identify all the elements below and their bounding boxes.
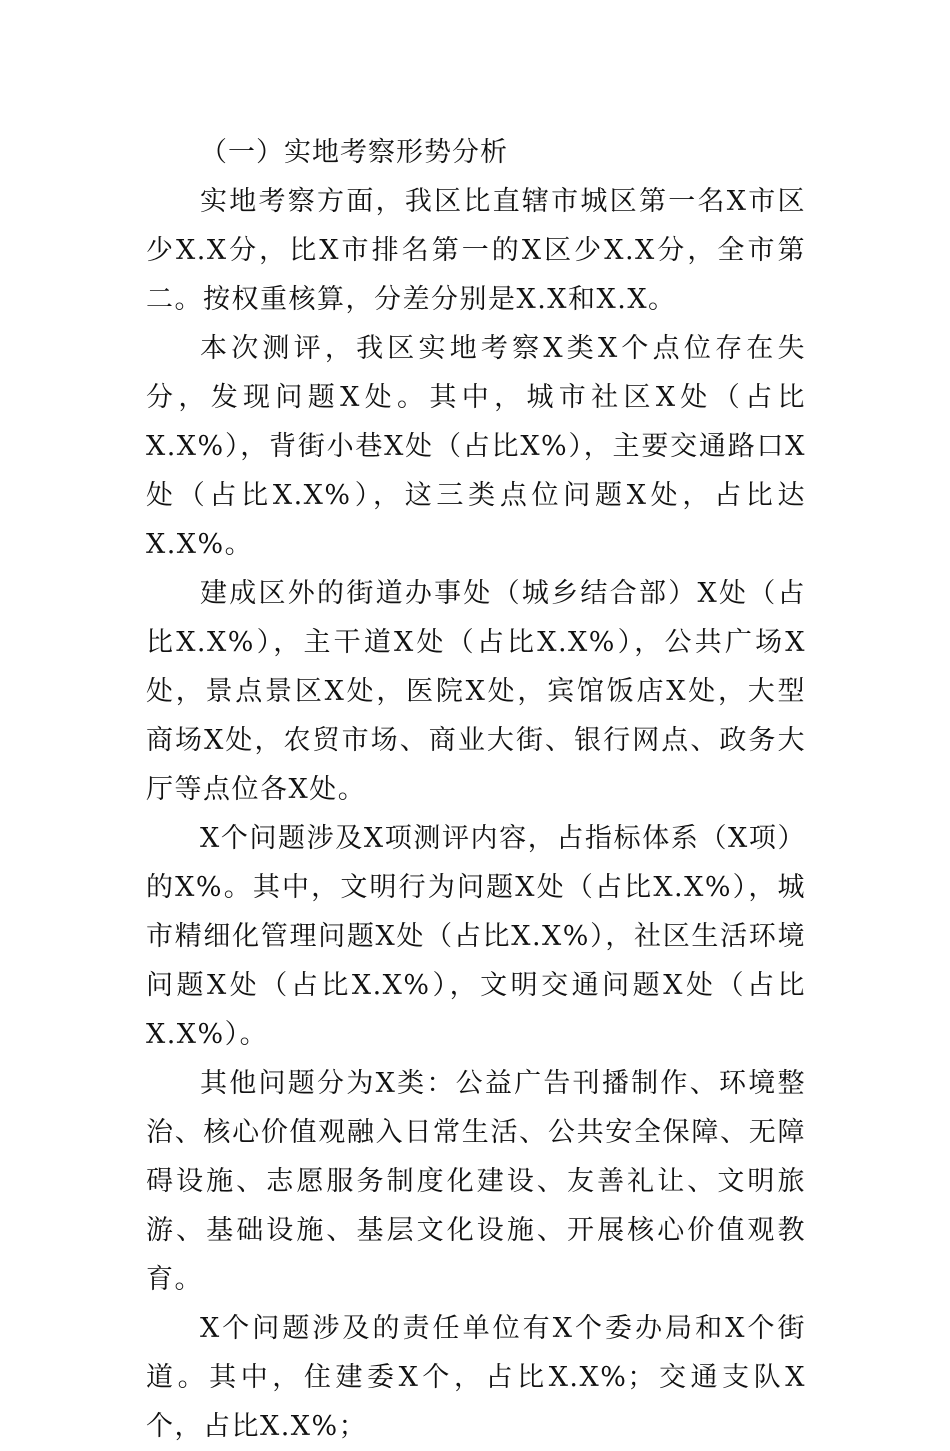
section-heading: （一）实地考察形势分析 xyxy=(200,137,508,168)
paragraph-other-locations: 建成区外的街道办事处（城乡结合部）X处（占比X.X%），主干道X处（占比X.X%），公共广场X处，景点景区X处，医院X处，宾馆饭店X处，大型商场X处，农贸市场、商业大街、银行网点、政务大厅等点位各X处。 xyxy=(146,578,806,805)
paragraph-problem-locations: 本次测评，我区实地考察X类X个点位存在失分，发现问题X处。其中，城市社区X处（占比X.X%），背街小巷X处（占比X%），主要交通路口X处（占比X.X%），这三类点位问题X处，占比达X.X%。 xyxy=(146,333,806,560)
document-page xyxy=(146,128,806,1451)
paragraph-other-problems: 其他问题分为X类：公益广告刊播制作、环境整治、核心价值观融入日常生活、公共安全保障、无障碍设施、志愿服务制度化建设、友善礼让、文明旅游、基础设施、基层文化设施、开展核心价值观教育。 xyxy=(146,1068,806,1295)
paragraph-responsible-units: X个问题涉及的责任单位有X个委办局和X个街道。其中，住建委X个，占比X.X%；交通支队X个，占比X.X%； xyxy=(146,1313,806,1442)
paragraph-evaluation-items: X个问题涉及X项测评内容，占指标体系（X项）的X%。其中，文明行为问题X处（占比X.X%），城市精细化管理问题X处（占比X.X%），社区生活环境问题X处（占比X.X%），文明交通问题X处（占比X.X%）。 xyxy=(146,823,806,1050)
paragraph-score-comparison: 实地考察方面，我区比直辖市城区第一名X市区少X.X分，比X市排名第一的X区少X.X分，全市第二。按权重核算，分差分别是X.X和X.X。 xyxy=(146,186,806,315)
